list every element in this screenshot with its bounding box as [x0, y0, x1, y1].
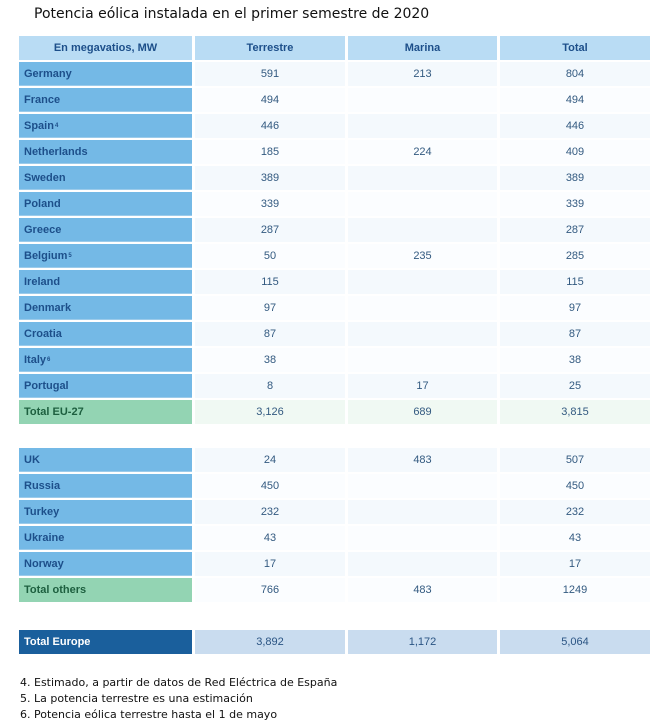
country-name: Italy [24, 353, 47, 366]
table-row [19, 295, 650, 321]
table-row [19, 139, 650, 165]
country-name: Ireland [24, 275, 61, 288]
footnote: 5. La potencia terrestre es una estimación [20, 692, 253, 705]
table-row [19, 347, 650, 373]
footnote: 6. Potencia eólica terrestre hasta el 1 de mayo [20, 708, 278, 721]
country-name: Portugal [24, 379, 69, 392]
offshore-cell [348, 270, 497, 294]
country-cell [19, 448, 192, 472]
table-row [19, 551, 650, 577]
onshore-cell: 87 [195, 322, 345, 346]
table-row [19, 87, 650, 113]
offshore-cell: 213 [348, 62, 497, 86]
country-cell [19, 166, 192, 190]
offshore-cell [348, 166, 497, 190]
total-eu-label: Total EU-27 [19, 400, 192, 424]
onshore-cell: 389 [195, 166, 345, 190]
table-row [19, 525, 650, 551]
total-europe-label: Total Europe [19, 630, 192, 654]
country-cell [19, 88, 192, 112]
onshore-cell: 450 [195, 474, 345, 498]
onshore-cell: 446 [195, 114, 345, 138]
total-cell: 115 [500, 270, 650, 294]
country-cell [19, 474, 192, 498]
country-name: Netherlands [24, 145, 88, 158]
offshore-cell [348, 552, 497, 576]
offshore-cell [348, 500, 497, 524]
total-cell: 87 [500, 322, 650, 346]
table-row [19, 447, 650, 473]
onshore-cell: 8 [195, 374, 345, 398]
country-name: Poland [24, 197, 61, 210]
total-others-onshore: 766 [195, 578, 345, 602]
country-name: Belgium [24, 249, 68, 262]
country-cell [19, 374, 192, 398]
total-cell: 17 [500, 552, 650, 576]
country-cell [19, 62, 192, 86]
total-others-label: Total others [19, 578, 192, 602]
table-row [19, 373, 650, 399]
total-europe-row [19, 629, 650, 655]
table-row [19, 61, 650, 87]
total-cell: 25 [500, 374, 650, 398]
total-europe-offshore: 1,172 [348, 630, 497, 654]
total-eu-onshore: 3,126 [195, 400, 345, 424]
country-cell [19, 192, 192, 216]
country-name: Germany [24, 67, 72, 80]
total-cell: 389 [500, 166, 650, 190]
offshore-cell: 17 [348, 374, 497, 398]
table-row [19, 499, 650, 525]
country-name: Norway [24, 557, 64, 570]
total-cell: 285 [500, 244, 650, 268]
total-europe-onshore: 3,892 [195, 630, 345, 654]
table-row [19, 473, 650, 499]
offshore-cell: 483 [348, 448, 497, 472]
onshore-cell: 43 [195, 526, 345, 550]
header-onshore: Terrestre [195, 36, 345, 60]
offshore-cell [348, 88, 497, 112]
table-row [19, 243, 650, 269]
total-others-total: 1249 [500, 578, 650, 602]
onshore-cell: 24 [195, 448, 345, 472]
country-cell [19, 218, 192, 242]
onshore-cell: 232 [195, 500, 345, 524]
header-unit: En megavatios, MW [19, 36, 192, 60]
total-cell: 409 [500, 140, 650, 164]
country-cell: Belgium 5 [19, 244, 192, 268]
offshore-cell [348, 526, 497, 550]
country-name: Ukraine [24, 531, 65, 544]
country-name: Turkey [24, 505, 60, 518]
table-row [19, 165, 650, 191]
onshore-cell: 339 [195, 192, 345, 216]
country-cell [19, 296, 192, 320]
offshore-cell [348, 322, 497, 346]
country-cell [19, 500, 192, 524]
offshore-cell [348, 192, 497, 216]
total-cell: 494 [500, 88, 650, 112]
table-row [19, 321, 650, 347]
europe-table [19, 629, 650, 655]
total-cell: 287 [500, 218, 650, 242]
country-cell [19, 270, 192, 294]
country-cell [19, 140, 192, 164]
country-cell [19, 552, 192, 576]
onshore-cell: 494 [195, 88, 345, 112]
total-cell: 232 [500, 500, 650, 524]
table-header [19, 35, 650, 61]
header-total: Total [500, 36, 650, 60]
total-europe-total: 5,064 [500, 630, 650, 654]
onshore-cell: 17 [195, 552, 345, 576]
offshore-cell: 224 [348, 140, 497, 164]
others-table [19, 447, 650, 603]
total-eu-total: 3,815 [500, 400, 650, 424]
offshore-cell [348, 348, 497, 372]
total-cell: 446 [500, 114, 650, 138]
onshore-cell: 287 [195, 218, 345, 242]
table-row [19, 191, 650, 217]
table-row [19, 113, 650, 139]
onshore-cell: 115 [195, 270, 345, 294]
table-row [19, 269, 650, 295]
total-others-offshore: 483 [348, 578, 497, 602]
onshore-cell: 591 [195, 62, 345, 86]
total-eu-offshore: 689 [348, 400, 497, 424]
footnote: 4. Estimado, a partir de datos de Red Eléctrica de España [20, 676, 338, 689]
total-cell: 339 [500, 192, 650, 216]
country-name: Greece [24, 223, 62, 236]
country-cell: Spain 4 [19, 114, 192, 138]
country-cell [19, 526, 192, 550]
other-rows [19, 447, 650, 577]
offshore-cell [348, 296, 497, 320]
total-cell: 43 [500, 526, 650, 550]
country-name: Russia [24, 479, 61, 492]
country-cell: Italy 6 [19, 348, 192, 372]
country-name: UK [24, 453, 40, 466]
offshore-cell [348, 114, 497, 138]
header-offshore: Marina [348, 36, 497, 60]
offshore-cell [348, 474, 497, 498]
table-row [19, 217, 650, 243]
total-cell: 97 [500, 296, 650, 320]
total-eu-row [19, 399, 650, 425]
offshore-cell: 235 [348, 244, 497, 268]
country-name: France [24, 93, 61, 106]
total-cell: 450 [500, 474, 650, 498]
total-cell: 507 [500, 448, 650, 472]
country-name: Croatia [24, 327, 62, 340]
onshore-cell: 185 [195, 140, 345, 164]
onshore-cell: 38 [195, 348, 345, 372]
eu-rows [19, 61, 650, 399]
country-name: Denmark [24, 301, 72, 314]
country-cell [19, 322, 192, 346]
offshore-cell [348, 218, 497, 242]
onshore-cell: 97 [195, 296, 345, 320]
country-name: Sweden [24, 171, 66, 184]
total-others-row [19, 577, 650, 603]
country-name: Spain [24, 119, 54, 132]
eu-table [19, 35, 650, 425]
onshore-cell: 50 [195, 244, 345, 268]
total-cell: 38 [500, 348, 650, 372]
page-title: Potencia eólica instalada en el primer semestre de 2020 [34, 6, 430, 22]
total-cell: 804 [500, 62, 650, 86]
footnotes [20, 675, 337, 723]
